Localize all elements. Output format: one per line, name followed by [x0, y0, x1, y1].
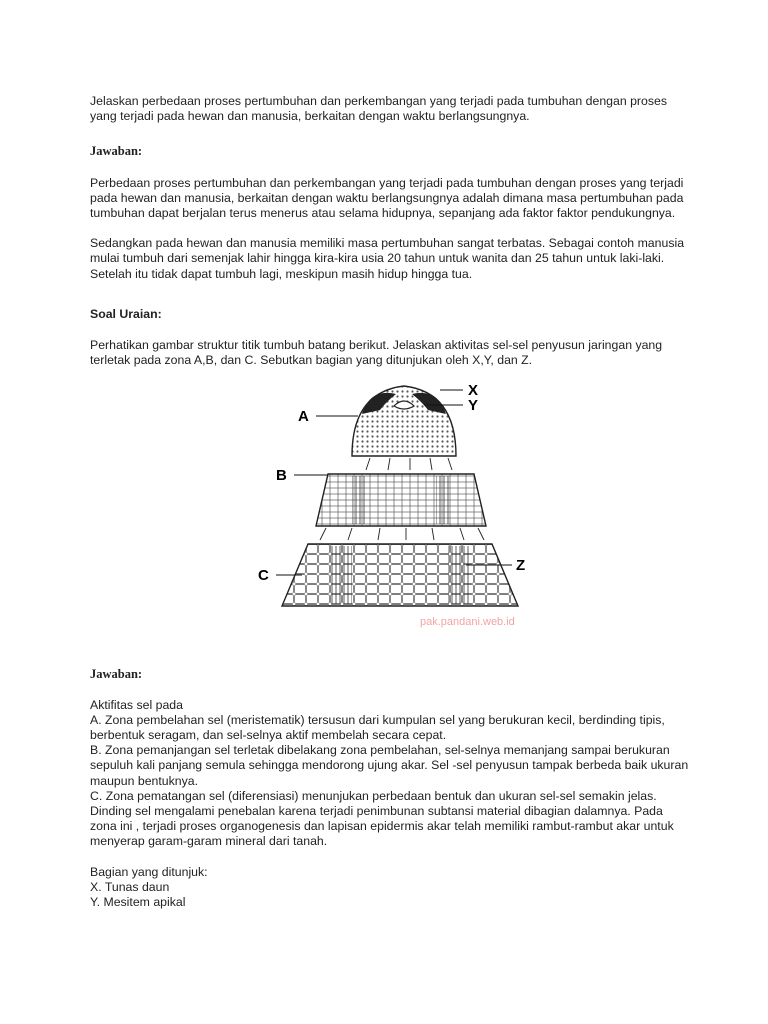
xylem-right — [448, 546, 470, 604]
zone-a-apex — [352, 386, 456, 456]
watermark: pak.pandani.web.id — [420, 616, 515, 629]
answer-2-line-c: C. Zona pematangan sel (diferensiasi) menunjukan perbedaan bentuk dan ukuran sel-sel semakin jelas. Dinding sel mengalami penebalan karena terjadi penimbunan subtansi material dibagian dalamnya. Pada zona ini , terjadi proses organogenesis dan lapisan epidermis akar telah memiliki rambut-rambut akar untuk menyerap garam-garam mineral dari tanah. — [90, 788, 674, 849]
document-page — [90, 94, 690, 910]
label-a: A — [298, 408, 309, 426]
zone-b-elongation — [316, 474, 486, 526]
answer-2-line-b: B. Zona pemanjangan sel terletak dibelakang zona pembelahan, sel-selnya memanjang sampai berukuran sepuluh kali panjang semula sehingga mendorong ujung akar. Sel -sel penyusun tampak berbeda baik ukuran maupun bentuknya. — [90, 743, 689, 788]
stem-diagram — [90, 374, 690, 644]
parts-heading: Bagian yang ditunjuk: — [90, 864, 208, 879]
arrows-b-to-c — [320, 528, 484, 540]
soal-uraian-heading: Soal Uraian: — [90, 306, 162, 321]
zone-c-maturation — [282, 544, 518, 606]
vascular-strand-left — [352, 476, 366, 524]
arrows-a-to-b — [366, 458, 452, 470]
vascular-strand-right — [436, 476, 450, 524]
answer-2-line-a: A. Zona pembelahan sel (meristematik) tersusun dari kumpulan sel yang berukuran kecil, berdinding tipis, berbentuk seragam, dan sel-selnya aktif membelah secara cepat. — [90, 712, 665, 743]
answer-2-line-0: Aktifitas sel pada — [90, 697, 183, 712]
question-1: Jelaskan perbedaan proses pertumbuhan dan perkembangan yang terjadi pada tumbuhan dengan proses yang terjadi pada hewan dan manusia, berkaitan dengan waktu berlangsungnya. — [90, 94, 667, 124]
label-b: B — [276, 467, 287, 485]
label-z: Z — [516, 557, 526, 575]
answer-1-paragraph-2: Sedangkan pada hewan dan manusia memiliki masa pertumbuhan sangat terbatas. Sebagai contoh manusia mulai tumbuh dari semenjak lahir hingga kira-kira usia 20 tahun untuk wanita dan 25 tahun untuk laki-laki. Setelah itu tidak dapat tumbuh lagi, meskipun masih hidup hingga tua. — [90, 236, 685, 281]
answer-1-paragraph-1: Perbedaan proses pertumbuhan dan perkembangan yang terjadi pada tumbuhan dengan proses yang terjadi pada hewan dan manusia, berkaitan dengan waktu berlangsungnya adalah dimana masa pertumbuhan pada tumbuhan dapat berjalan terus menerus atau selama hidupnya, sepanjang ada faktor faktor pendukungnya. — [90, 175, 684, 221]
part-y: Y. Mesitem apikal — [90, 895, 186, 910]
label-x: X — [468, 382, 479, 400]
xylem-left — [330, 546, 352, 604]
label-c: C — [258, 567, 269, 585]
answer-1-heading: Jawaban: — [90, 144, 143, 159]
question-2: Perhatikan gambar struktur titik tumbuh batang berikut. Jelaskan aktivitas sel-sel penyusun jaringan yang terletak pada zona A,B, dan C. Sebutkan bagian yang ditunjukan oleh X,Y, dan Z. — [90, 338, 663, 368]
part-x: X. Tunas daun — [90, 879, 170, 894]
stem-growth-point-figure — [90, 374, 690, 644]
label-y: Y — [468, 397, 479, 415]
answer-2-heading: Jawaban: — [90, 667, 143, 682]
